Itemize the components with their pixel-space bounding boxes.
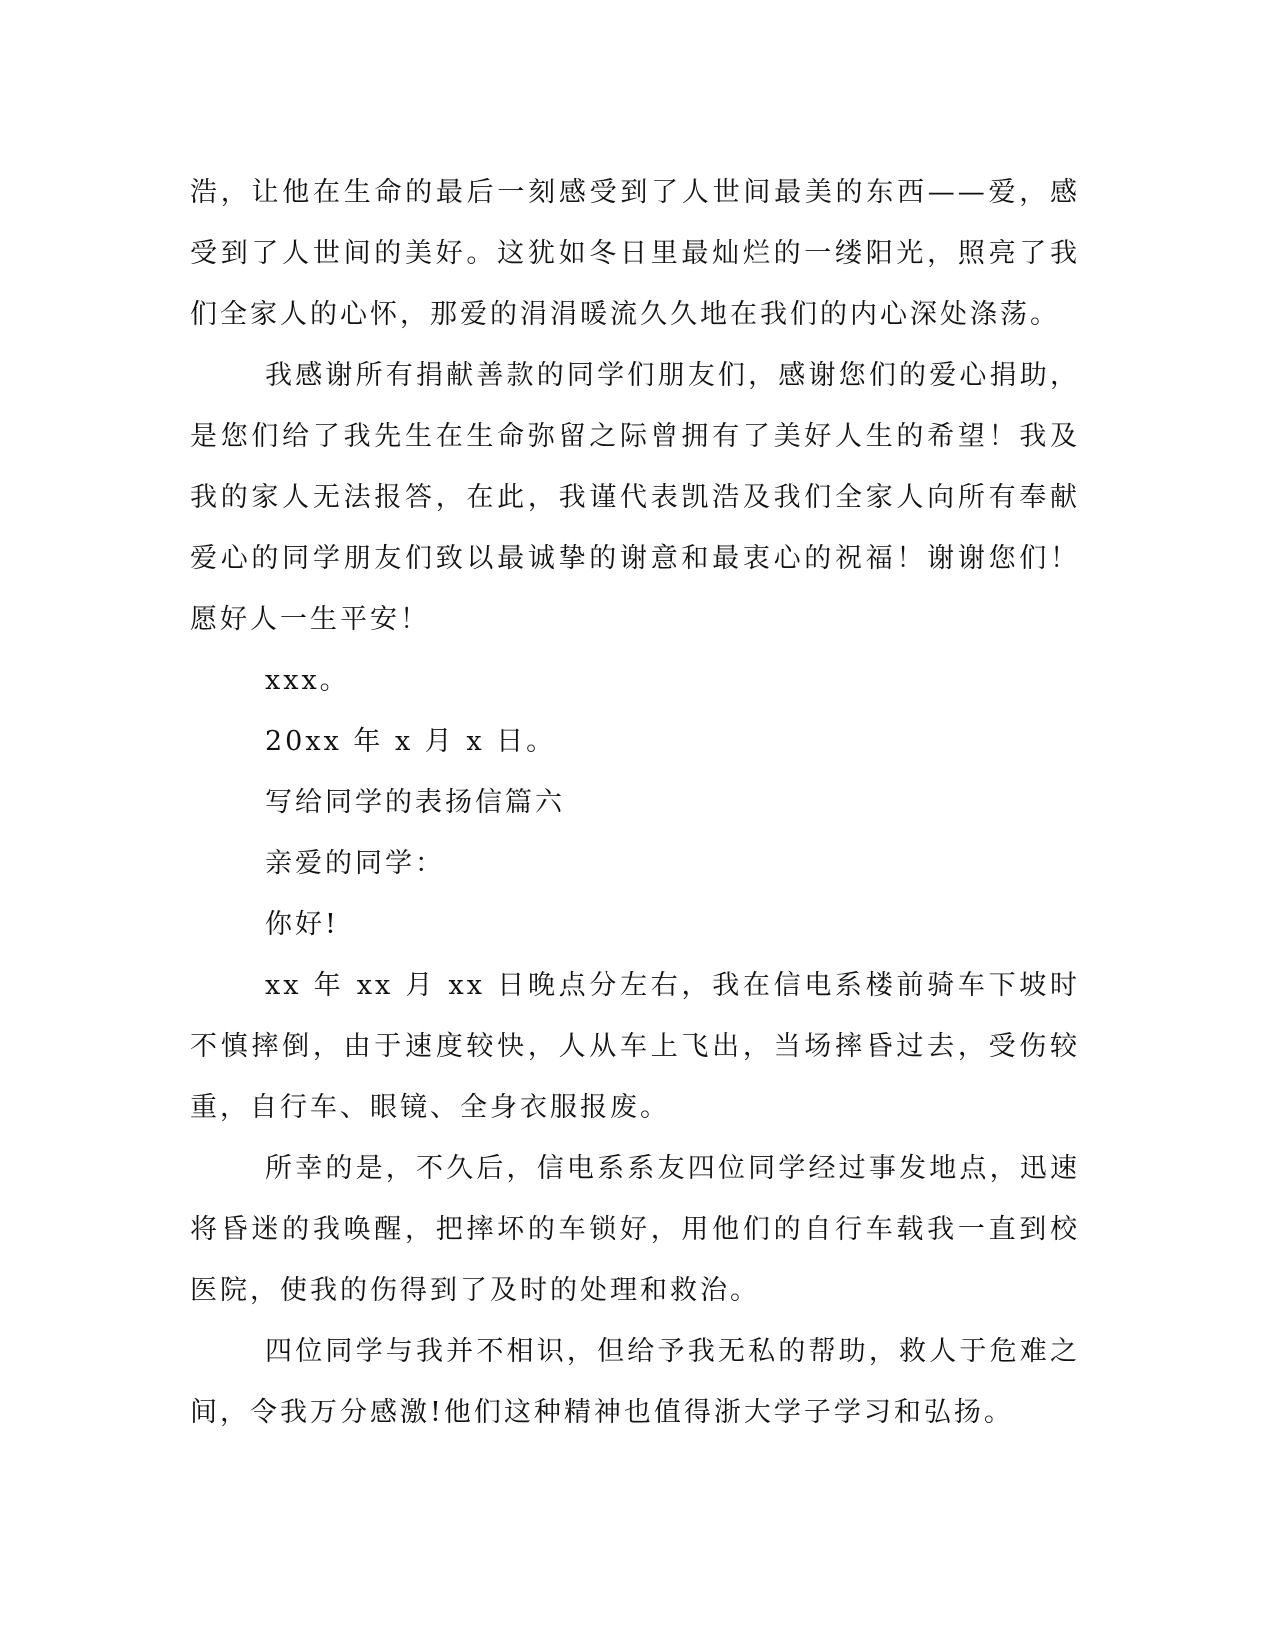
salutation: 亲爱的同学： (265, 848, 445, 879)
paragraph-2: 我感谢所有捐献善款的同学们朋友们，感谢您们的爱心捐助，是您们给了我先生在生命弥留之际曾拥有了美好人生的希望！我及我的家人无法报答，在此，我谨代表凯浩及我们全家人向所有奉献爱心的同学朋友们致以最诚挚的谢意和最衷心的祝福！谢谢您们！愿好人一生平安！ (190, 360, 1080, 635)
paragraph-5: 四位同学与我并不相识，但给予我无私的帮助，救人于危难之间，令我万分感激!他们这种精神也值得浙大学子学习和弘扬。 (190, 1336, 1080, 1428)
paragraph-1: 浩，让他在生命的最后一刻感受到了人世间最美的东西——爱，感受到了人世间的美好。这犹如冬日里最灿烂的一缕阳光，照亮了我们全家人的心怀，那爱的涓涓暖流久久地在我们的内心深处涤荡。 (190, 177, 1080, 330)
document-body (190, 162, 1080, 1443)
signature-date: 20xx 年 x 月 x 日。 (265, 726, 557, 757)
paragraph-4: 所幸的是，不久后，信电系系友四位同学经过事发地点，迅速将昏迷的我唤醒，把摔坏的车锁好，用他们的自行车载我一直到校医院，使我的伤得到了及时的处理和救治。 (190, 1153, 1080, 1306)
signature-name: xxx。 (265, 665, 350, 696)
section-title: 写给同学的表扬信篇六 (265, 787, 565, 818)
greeting: 你好! (265, 909, 339, 940)
paragraph-3: xx 年 xx 月 xx 日晚点分左右，我在信电系楼前骑车下坡时不慎摔倒，由于速度较快，人从车上飞出，当场摔昏过去，受伤较重，自行车、眼镜、全身衣服报废。 (190, 970, 1080, 1123)
